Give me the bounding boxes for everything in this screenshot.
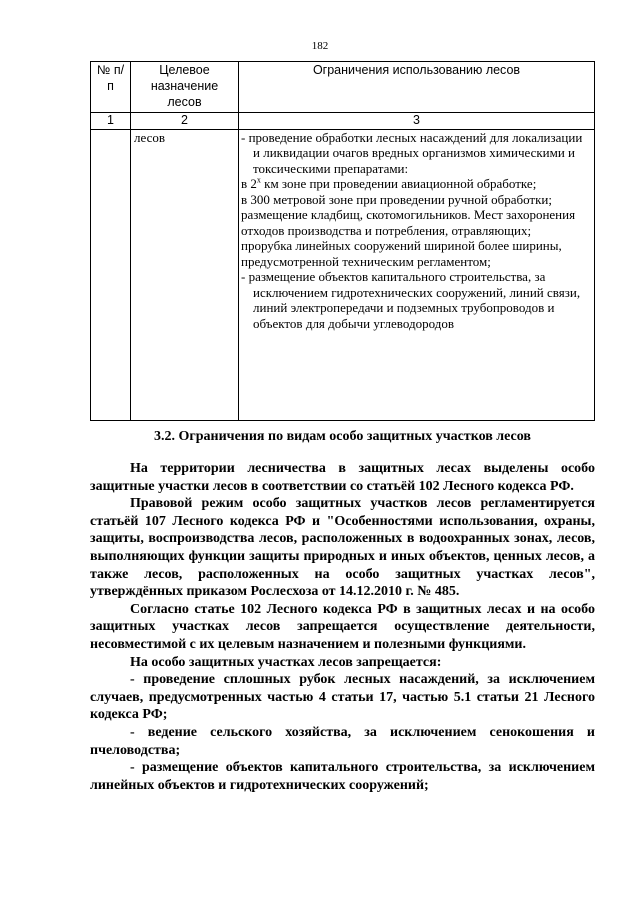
paragraph: На территории лесничества в защитных лесах выделены особо защитные участки лесов в соответствии со статьёй 102 Лесного кодекса РФ.	[90, 461, 595, 494]
header-restrictions: Ограничения использованию лесов	[239, 62, 595, 113]
paragraph: Правовой режим особо защитных участков лесов регламентируется статьёй 107 Лесного кодекса РФ и "Особенностями использования, охраны, защиты, воспроизводства лесов, расположенных в водоохранных зонах, лесов, выполняющих функции защиты природных и иных объектов, ценных лесов, а также лесов, расположенных на особо защитных участках лесов", утверждённых приказом Рослесхоза от 14.12.2010 г. № 485.	[90, 496, 595, 600]
table-row	[91, 129, 595, 420]
section-title: 3.2. Ограничения по видам особо защитных участков лесов	[154, 429, 531, 444]
restriction-text: в 2	[241, 176, 257, 191]
column-number: 2	[131, 113, 239, 130]
superscript: х	[256, 175, 261, 185]
restriction-text: км зоне при проведении авиационной обработке;	[260, 176, 537, 191]
column-numbers-row	[91, 113, 595, 130]
row-num-cell	[91, 129, 131, 420]
paragraph: Согласно статье 102 Лесного кодекса РФ в защитных лесах и на особо защитных участках лесов запрещается осуществление деятельности, несовместимой с их целевым назначением и полезными функциями.	[90, 601, 595, 652]
row-purpose-cell: лесов	[131, 129, 239, 420]
row-restrictions-cell	[239, 129, 595, 420]
section-body	[90, 460, 595, 794]
header-purpose: Целевое назначение лесов	[131, 62, 239, 113]
restriction-item: размещение кладбищ, скотомогильников. Мест захоронения отходов производства и потребления, отравляющих;	[241, 207, 576, 238]
restriction-item: - проведение обработки лесных насаждений для локализации и ликвидации очагов вредных организмов химическими и токсическими препаратами:	[241, 129, 583, 176]
paragraph: - ведение сельского хозяйства, за исключением сенокошения и пчеловодства;	[90, 724, 595, 758]
restriction-item: в 300 метровой зоне при проведении ручной обработки;	[241, 191, 552, 207]
restriction-item	[241, 176, 590, 192]
header-num: № п/п	[91, 62, 131, 113]
column-number: 1	[91, 113, 131, 130]
restriction-item: - размещение объектов капитального строительства, за исключением гидротехнических сооружений, линий связи, линий электропередачи и подземных трубопроводов и объектов для добычи углеводородов	[241, 269, 581, 331]
page-number: 182	[311, 40, 329, 52]
paragraph: - размещение объектов капитального строительства, за исключением линейных объектов и гидротехнических сооружений;	[90, 760, 595, 793]
table-header-row	[91, 62, 595, 113]
restrictions-table	[90, 61, 595, 421]
restriction-item: прорубка линейных сооружений шириной более ширины, предусмотренной техническим регламентом;	[241, 238, 562, 269]
paragraph: На особо защитных участках лесов запрещается:	[130, 654, 442, 670]
paragraph: - проведение сплошных рубок лесных насаждений, за исключением случаев, предусмотренных частью 4 статьи 17, частью 5.1 статьи 21 Лесного кодекса РФ;	[90, 672, 595, 723]
column-number: 3	[239, 113, 595, 130]
